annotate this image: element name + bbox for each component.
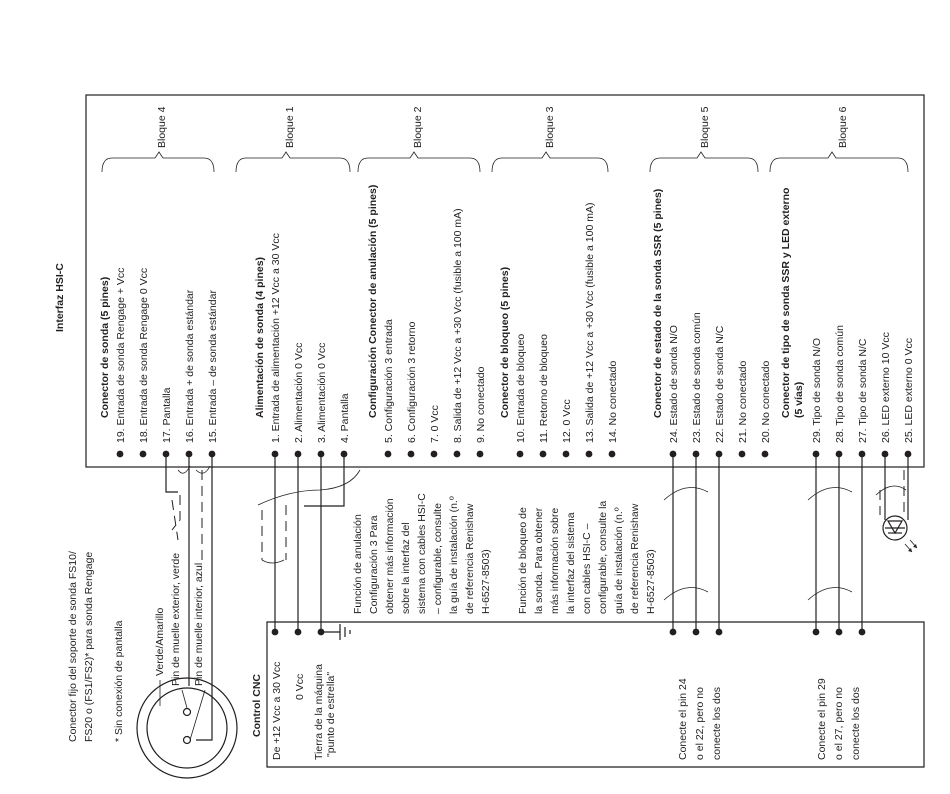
pin-label: 14. No conectado bbox=[607, 360, 619, 443]
pin-label: 22. Estado de sonda N/C bbox=[714, 325, 726, 443]
pin29-note bbox=[816, 678, 862, 760]
terminal-dot bbox=[408, 451, 415, 458]
block-3-label: Bloque 3 bbox=[544, 106, 556, 148]
cnc-title: Control CNC bbox=[251, 674, 263, 737]
terminal-dots bbox=[117, 451, 912, 458]
svg-text:H-6527-8503): H-6527-8503) bbox=[480, 549, 492, 614]
svg-text:conecte los dos: conecte los dos bbox=[850, 687, 862, 760]
svg-text:obtener más información: obtener más información bbox=[384, 498, 396, 614]
connector-caption-1: Conector fijo del soporte de sonda FS10/ bbox=[67, 551, 79, 742]
terminal-dot bbox=[454, 451, 461, 458]
svg-text:Función de anulación: Función de anulación bbox=[352, 514, 364, 614]
ssr-type-wiring bbox=[808, 454, 908, 635]
block-1-label: Bloque 1 bbox=[284, 106, 296, 148]
cnc-ground-label-2: "punto de estrella" bbox=[325, 671, 337, 757]
svg-text:Configuración 3 Para: Configuración 3 Para bbox=[368, 515, 380, 614]
pin-label: 4. Pantalla bbox=[339, 393, 351, 443]
svg-text:configurable, consulte la: configurable, consulte la bbox=[597, 500, 609, 614]
svg-text:la sonda. Para obtener: la sonda. Para obtener bbox=[533, 507, 545, 614]
pin-label: 13. Salida de +12 Vcc a +30 Vcc (fusible a 100 mA) bbox=[584, 202, 596, 443]
pin-label: 8. Salida de +12 Vcc a +30 Vcc (fusible a 100 mA) bbox=[452, 208, 464, 443]
pin-label: 2. Alimentación 0 Vcc bbox=[293, 342, 305, 443]
pin-label: 12. 0 Vcc bbox=[561, 399, 573, 443]
group-heading-ssr-type-ways: (5 vías) bbox=[793, 381, 805, 418]
wire-green-label: Verde/Amarillo bbox=[154, 607, 166, 676]
svg-text:H-6527-8503): H-6527-8503) bbox=[645, 549, 657, 614]
cnc-supply-label: De +12 Vcc a 30 Vcc bbox=[271, 661, 283, 760]
override-note bbox=[352, 493, 492, 614]
pin-label: 28. Tipo de sonda común bbox=[834, 325, 846, 443]
power-wiring bbox=[258, 454, 360, 640]
pin-label: 17. Pantalla bbox=[161, 387, 173, 443]
group-heading-override: Configuración Conector de anulación (5 pines) bbox=[367, 184, 379, 418]
connector-footnote: * Sin conexión de pantalla bbox=[113, 620, 125, 742]
svg-text:– configurable, consulte: – configurable, consulte bbox=[432, 503, 444, 614]
pin-label: 19. Entrada de sonda Rengage + Vcc bbox=[115, 267, 127, 443]
block-braces bbox=[102, 152, 908, 172]
block-6-label: Bloque 6 bbox=[837, 106, 849, 148]
cnc-ground-label-1: Tierra de la máquina bbox=[313, 664, 325, 760]
pin-label: 21. No conectado bbox=[737, 360, 749, 443]
connector-caption-2: FS20 o (FS1/FS2)* para sonda Rengage bbox=[83, 551, 95, 742]
pin-label: 10. Entrada de bloqueo bbox=[515, 333, 527, 443]
svg-text:o el 27, pero no: o el 27, pero no bbox=[833, 687, 845, 760]
svg-text:la interfaz del sistema: la interfaz del sistema bbox=[565, 512, 577, 614]
svg-text:con cables HSI-C –: con cables HSI-C – bbox=[581, 523, 593, 614]
terminal-dot bbox=[477, 451, 484, 458]
external-led-icon bbox=[883, 516, 917, 552]
svg-text:Conecte el pin 24: Conecte el pin 24 bbox=[677, 678, 689, 760]
group-heading-power: Alimentación de sonda (4 pines) bbox=[254, 256, 266, 418]
pin-label: 1. Entrada de alimentación +12 Vcc a 30 Vcc bbox=[270, 233, 282, 443]
pin-label: 25. LED externo 0 Vcc bbox=[903, 337, 915, 443]
terminal-dot bbox=[586, 451, 593, 458]
terminal-dot bbox=[540, 451, 547, 458]
wire-inner-label: Pin de muelle interior, azul bbox=[193, 562, 205, 686]
svg-text:guía de instalación (n.º: guía de instalación (n.º bbox=[613, 507, 625, 614]
pin-label: 9. No conectado bbox=[475, 366, 487, 443]
terminal-dot bbox=[762, 451, 769, 458]
terminal-dot bbox=[517, 451, 524, 458]
group-heading-probe: Conector de sonda (5 pines) bbox=[99, 276, 111, 418]
terminal-dot bbox=[563, 451, 570, 458]
group-heading-ssr-type: Conector de tipo de sonda SSR y LED externo bbox=[780, 187, 792, 418]
pin-label: 26. LED externo 10 Vcc bbox=[880, 332, 892, 443]
pin-label: 16. Entrada + de sonda estándar bbox=[184, 289, 196, 443]
wire-outer-label: Pin de muelle exterior, verde bbox=[170, 552, 182, 686]
pin-label: 15. Entrada – de sonda estándar bbox=[207, 290, 219, 443]
pin-label: 6. Configuración 3 retorno bbox=[406, 321, 418, 443]
svg-text:de referencia Renishaw: de referencia Renishaw bbox=[464, 503, 476, 614]
terminal-dot bbox=[431, 451, 438, 458]
terminal-dot bbox=[140, 451, 147, 458]
svg-text:la guía de instalación (n.º: la guía de instalación (n.º bbox=[448, 496, 460, 614]
ssr-status-wiring bbox=[664, 454, 722, 635]
lockout-note bbox=[517, 501, 657, 614]
cnc-zero-label: 0 Vcc bbox=[294, 673, 306, 700]
pin-label: 27. Tipo de sonda N/C bbox=[857, 338, 869, 443]
terminal-dot bbox=[117, 451, 124, 458]
group-heading-ssr-status: Conector de estado de la sonda SSR (5 pines) bbox=[652, 188, 664, 418]
svg-text:Conecte el pin 29: Conecte el pin 29 bbox=[816, 678, 828, 760]
svg-text:conecte los dos: conecte los dos bbox=[711, 687, 723, 760]
block-4-label: Bloque 4 bbox=[156, 106, 168, 148]
pin24-note bbox=[677, 678, 723, 760]
pin-label: 7. 0 Vcc bbox=[429, 405, 441, 443]
svg-text:sobre la interfaz del: sobre la interfaz del bbox=[400, 522, 412, 614]
pin-label: 24. Estado de sonda N/O bbox=[668, 325, 680, 443]
svg-text:más información sobre: más información sobre bbox=[549, 507, 561, 614]
terminal-dot bbox=[609, 451, 616, 458]
svg-text:sistema con cables HSI-C: sistema con cables HSI-C bbox=[416, 493, 428, 614]
group-heading-lockout: Conector de bloqueo (5 pines) bbox=[499, 266, 511, 418]
svg-text:Función de bloqueo de: Función de bloqueo de bbox=[517, 507, 529, 614]
block-2-label: Bloque 2 bbox=[412, 106, 424, 148]
hsi-title: Interfaz HSI-C bbox=[54, 263, 66, 332]
pin-label: 29. Tipo de sonda N/O bbox=[811, 337, 823, 443]
svg-text:o el 22, pero no: o el 22, pero no bbox=[694, 687, 706, 760]
svg-text:de referencia Renishaw: de referencia Renishaw bbox=[629, 503, 641, 614]
terminal-dot bbox=[739, 451, 746, 458]
pin-label: 3. Alimentación 0 Vcc bbox=[316, 342, 328, 443]
pin-label: 18. Entrada de sonda Rengage 0 Vcc bbox=[138, 267, 150, 443]
block-5-label: Bloque 5 bbox=[699, 106, 711, 148]
pin-label: 5. Configuración 3 entrada bbox=[383, 319, 395, 443]
pin-label: 11. Retorno de bloqueo bbox=[538, 334, 550, 443]
pin-label: 20. No conectado bbox=[760, 360, 772, 443]
terminal-dot bbox=[385, 451, 392, 458]
pin-label: 23. Estado de sonda común bbox=[691, 312, 703, 443]
probe-connector-symbol bbox=[137, 678, 237, 778]
